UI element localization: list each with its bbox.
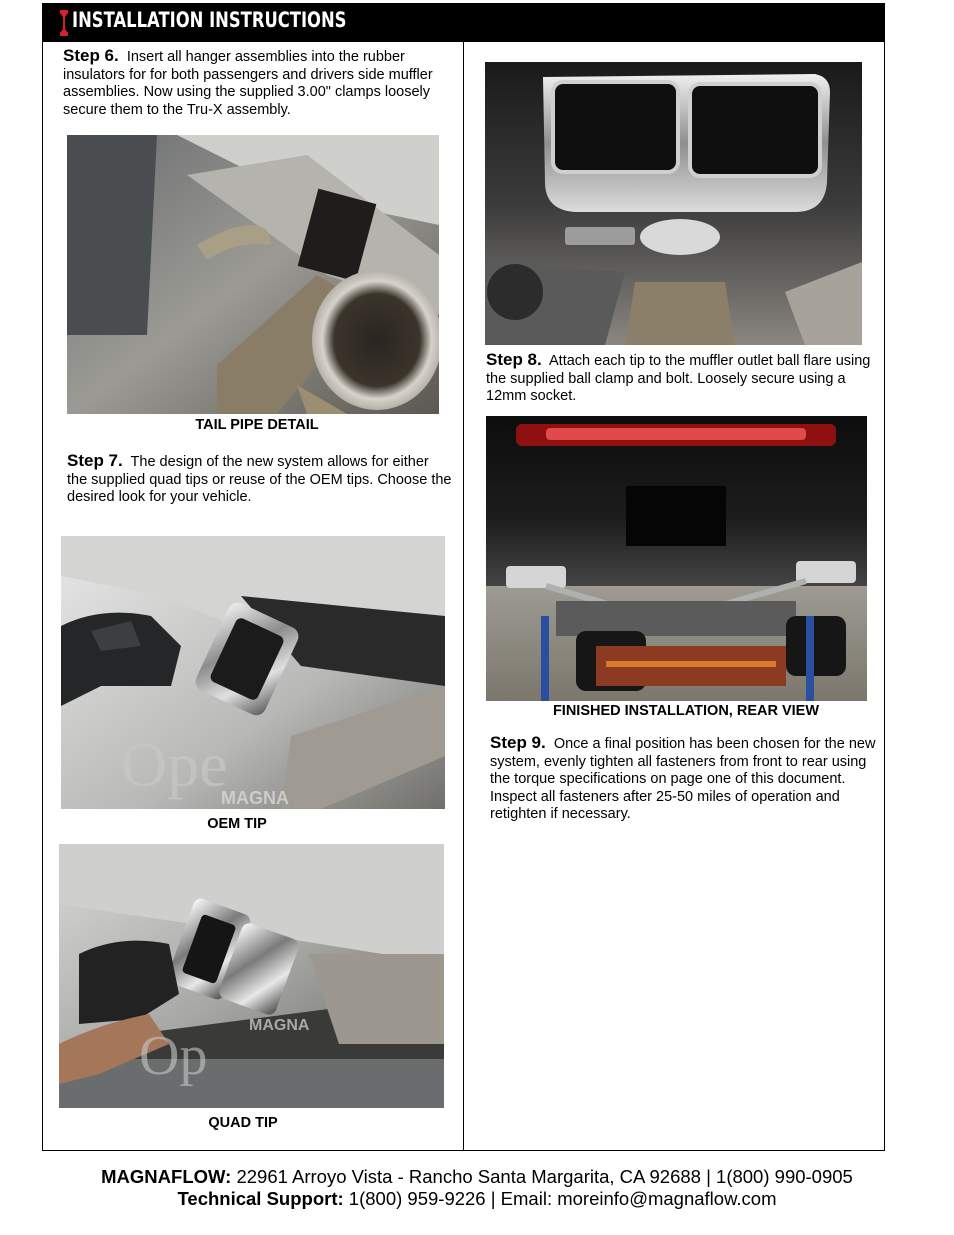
- step-6-number: Step 6.: [63, 46, 119, 65]
- quad-watermark: MAGNA: [249, 1017, 310, 1034]
- caption-oem-tip: OEM TIP: [207, 816, 267, 832]
- tail-pipe-photo: [67, 135, 439, 414]
- finished-installation-photo: [486, 416, 867, 701]
- page-title: INSTALLATION INSTRUCTIONS: [72, 8, 347, 32]
- footer-company-label: MAGNAFLOW:: [101, 1166, 232, 1187]
- footer-support-label: Technical Support:: [177, 1188, 344, 1209]
- step-8: [486, 351, 876, 406]
- magnaflow-logo-icon: [60, 10, 68, 36]
- svg-text:Ope: Ope: [121, 729, 228, 800]
- step-7-text: The design of the new system allows for either the supplied quad tips or reuse of the OEM tips. Choose the desired look for your vehicle.: [67, 454, 452, 505]
- step-9-number: Step 9.: [490, 733, 546, 752]
- quad-tip-photo: [59, 844, 444, 1108]
- dual-tip-photo: [485, 62, 862, 345]
- step-6-text: Insert all hanger assemblies into the rubber insulators for for both passengers and drivers side muffler assemblies. Now using the supplied 3.00" clamps loosely secure them to the Tru-X assembly.: [63, 49, 433, 118]
- step-7: [67, 452, 452, 507]
- step-8-text: Attach each tip to the muffler outlet ball flare using the supplied ball clamp and bolt. Loosely secure using a 12mm socket.: [486, 353, 871, 404]
- svg-text:Op: Op: [139, 1025, 208, 1087]
- footer-support: [0, 1188, 954, 1210]
- oem-tip-photo: [61, 536, 445, 809]
- footer-address-text: 22961 Arroyo Vista - Rancho Santa Margarita, CA 92688 | 1(800) 990-0905: [236, 1166, 853, 1187]
- step-6: [63, 47, 458, 119]
- oem-watermark: MAGNA: [221, 788, 289, 808]
- step-8-number: Step 8.: [486, 350, 542, 369]
- page-header: [42, 3, 885, 41]
- caption-finished-installation: FINISHED INSTALLATION, REAR VIEW: [552, 703, 820, 719]
- step-9: [490, 734, 880, 824]
- footer-support-text: 1(800) 959-9226 | Email: moreinfo@magnaflow.com: [348, 1188, 777, 1209]
- caption-tail-pipe: TAIL PIPE DETAIL: [195, 417, 319, 433]
- column-divider: [463, 41, 464, 1151]
- step-9-text: Once a final position has been chosen for the new system, evenly tighten all fasteners from front to rear using the torque specifications on page one of this document. Inspect all fasteners after 25-50 miles of operation and retighten if necessary.: [490, 736, 876, 822]
- step-7-number: Step 7.: [67, 451, 123, 470]
- footer-address: [0, 1166, 954, 1188]
- caption-quad-tip: QUAD TIP: [208, 1115, 278, 1131]
